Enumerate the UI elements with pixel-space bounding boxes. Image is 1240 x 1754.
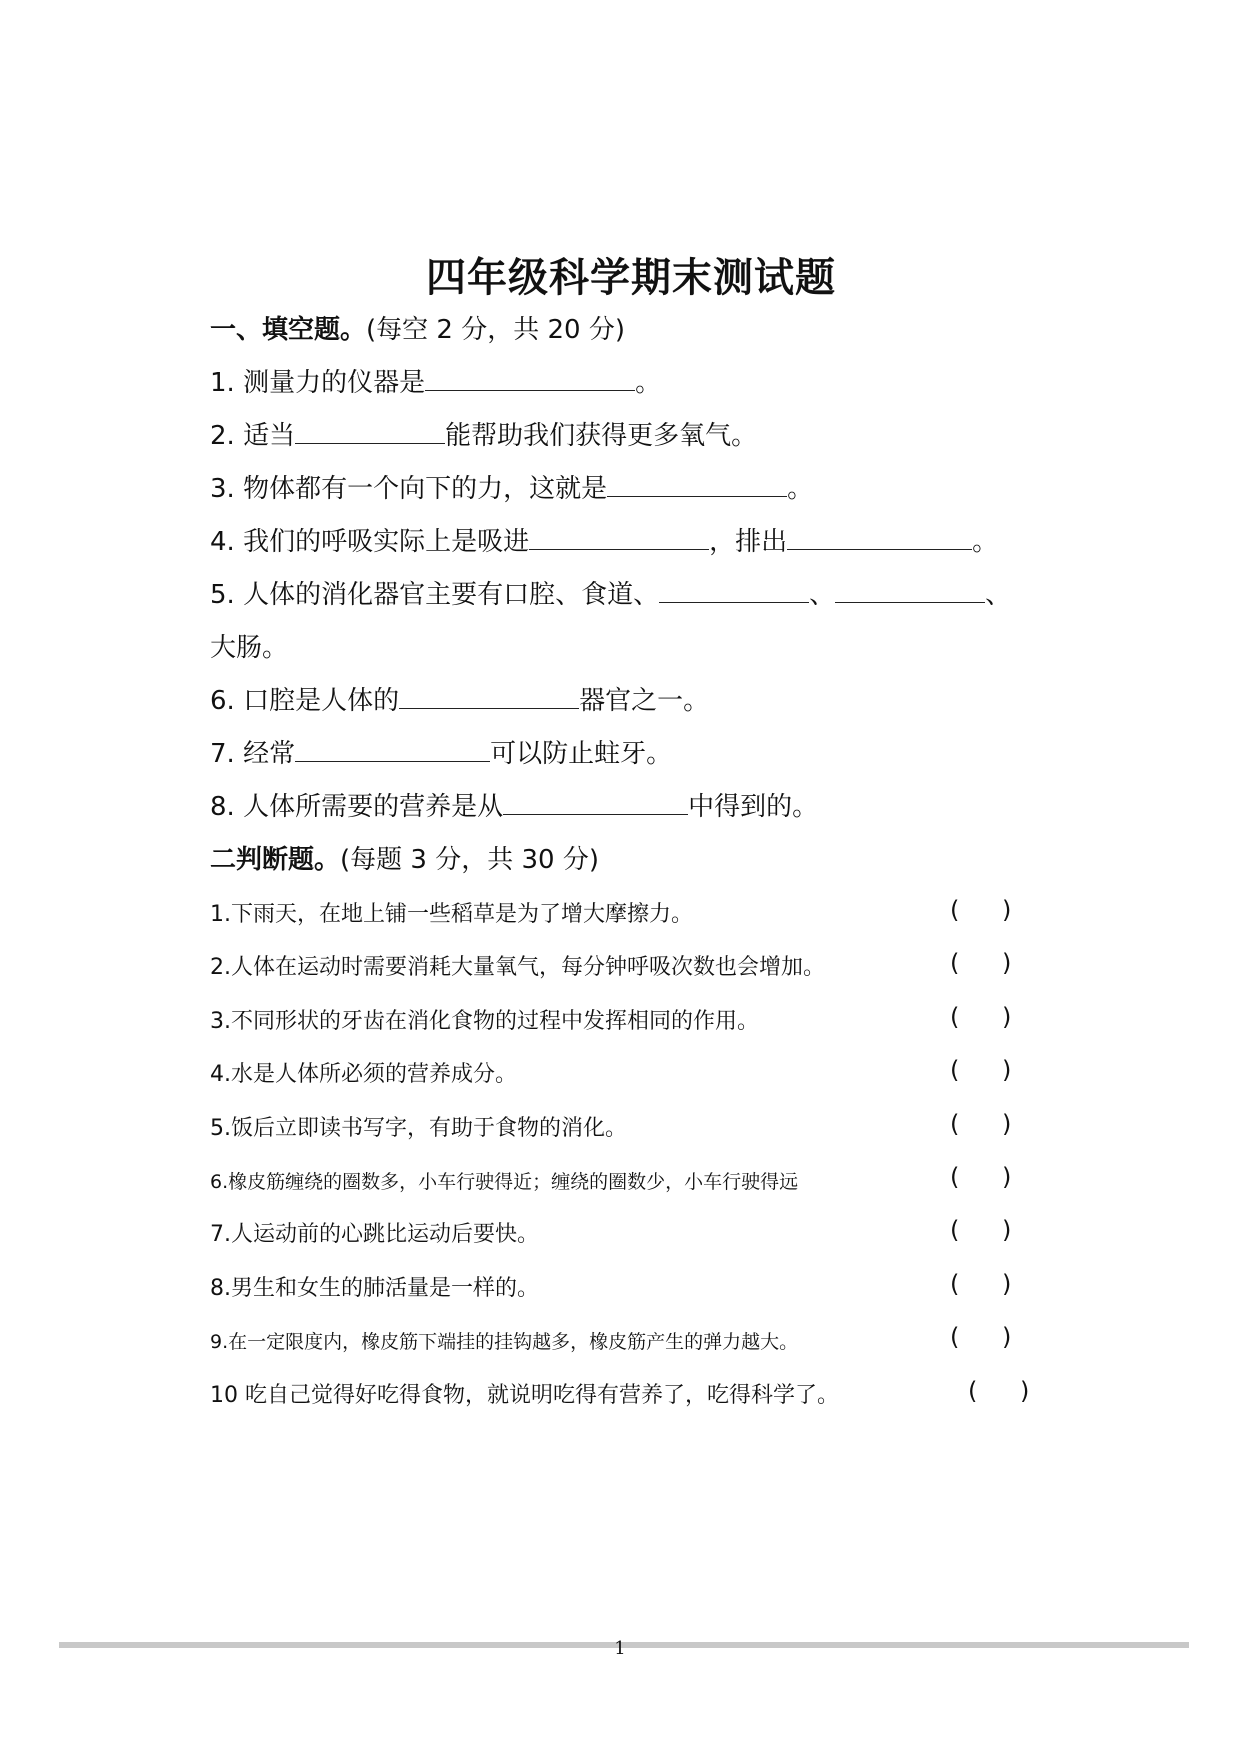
item-text: 、 (809, 580, 836, 610)
paren-close: ) (1002, 1056, 1012, 1085)
judge-item-4: 4.水是人体所必须的营养成分。 (210, 1062, 517, 1088)
answer-parentheses[interactable] (950, 1270, 1036, 1298)
fill-item-7 (210, 736, 672, 772)
section1-title: 一、填空题。 (210, 315, 367, 345)
answer-parentheses[interactable] (950, 1323, 1036, 1351)
item-text: 。 (635, 368, 662, 398)
answer-parentheses[interactable] (950, 1216, 1036, 1244)
judge-item-8: 8.男生和女生的肺活量是一样的。 (210, 1275, 539, 1301)
answer-parentheses[interactable] (950, 1163, 1036, 1191)
paren-close: ) (1002, 949, 1012, 978)
judge-item-10: 10 吃自己觉得好吃得食物，就说明吃得有营养了，吃得科学了。 (210, 1382, 839, 1408)
answer-blank[interactable] (503, 790, 688, 815)
judge-item-5: 5.饭后立即读书写字，有助于食物的消化。 (210, 1115, 627, 1141)
answer-blank[interactable] (835, 578, 985, 603)
fill-item-4 (210, 524, 998, 560)
paren-open: ( (950, 1269, 960, 1298)
item-text: 5. 人体的消化器官主要有口腔、食道、 (210, 580, 660, 610)
item-text: 器官之一。 (579, 686, 710, 716)
item-text: ，排出 (709, 527, 788, 557)
judge-item-3: 3.不同形状的牙齿在消化食物的过程中发挥相同的作用。 (210, 1008, 759, 1034)
paren-open: ( (968, 1376, 978, 1405)
section2-title: 二判断题。 (210, 845, 341, 875)
item-text: 2. 适当 (210, 421, 296, 451)
answer-parentheses[interactable] (950, 896, 1036, 924)
item-text: 能帮助我们获得更多氧气。 (445, 421, 758, 451)
answer-blank[interactable] (295, 737, 490, 762)
item-text: 可以防止蛀牙。 (490, 739, 673, 769)
paren-open: ( (950, 1002, 960, 1031)
answer-blank[interactable] (529, 525, 709, 550)
judge-item-1: 1.下雨天，在地上铺一些稻草是为了增大摩擦力。 (210, 902, 693, 927)
answer-blank[interactable] (607, 472, 787, 497)
paren-close: ) (1002, 1323, 1012, 1352)
paren-close: ) (1002, 1216, 1012, 1245)
item-text: 8. 人体所需要的营养是从 (210, 792, 504, 822)
judge-item-2: 2.人体在运动时需要消耗大量氧气，每分钟呼吸次数也会增加。 (210, 955, 825, 981)
item-text: 。 (972, 527, 999, 557)
paren-open: ( (950, 949, 960, 978)
item-text: 1. 测量力的仪器是 (210, 368, 426, 398)
section2-score-note: (每题 3 分，共 30 分) (340, 845, 599, 875)
item-text: 7. 经常 (210, 739, 296, 769)
section1-heading (210, 312, 625, 348)
judge-item-9: 9.在一定限度内，橡皮筋下端挂的挂钩越多，橡皮筋产生的弹力越大。 (210, 1331, 799, 1354)
paren-close: ) (1002, 1109, 1012, 1138)
answer-parentheses[interactable] (950, 1110, 1036, 1138)
answer-blank[interactable] (399, 684, 579, 709)
answer-blank[interactable] (787, 525, 972, 550)
answer-blank[interactable] (425, 366, 635, 391)
paren-open: ( (950, 896, 960, 924)
answer-parentheses[interactable] (950, 1056, 1036, 1084)
section1-score-note: (每空 2 分，共 20 分) (366, 315, 625, 345)
paren-open: ( (950, 1163, 960, 1191)
judge-item-6: 6.橡皮筋缠绕的圈数多，小车行驶得近；缠绕的圈数少，小车行驶得远 (210, 1171, 799, 1193)
paren-close: ) (1002, 1002, 1012, 1031)
paren-close: ) (1002, 1269, 1012, 1298)
item-text: 。 (787, 474, 814, 504)
fill-item-2 (210, 418, 757, 454)
fill-item-8 (210, 789, 818, 825)
paren-close: ) (1002, 1163, 1012, 1191)
paren-open: ( (950, 1056, 960, 1085)
paren-close: ) (1020, 1376, 1030, 1405)
page-number: 1 (614, 1638, 626, 1659)
answer-blank[interactable] (659, 578, 809, 603)
item-text: 3. 物体都有一个向下的力，这就是 (210, 474, 608, 504)
page-title: 四年级科学期末测试题 (426, 255, 836, 301)
paren-open: ( (950, 1109, 960, 1138)
fill-item-5-continuation: 大肠。 (210, 633, 289, 663)
paren-open: ( (950, 1216, 960, 1245)
paren-close: ) (1002, 896, 1012, 924)
fill-item-3 (210, 471, 813, 507)
judge-item-7: 7.人运动前的心跳比运动后要快。 (210, 1222, 539, 1248)
answer-parentheses[interactable] (950, 1003, 1036, 1031)
item-text: 、 (985, 580, 1012, 610)
fill-item-6 (210, 683, 709, 719)
item-text: 6. 口腔是人体的 (210, 686, 400, 716)
item-text: 中得到的。 (688, 792, 819, 822)
paren-open: ( (950, 1323, 960, 1352)
answer-blank[interactable] (295, 419, 445, 444)
fill-item-1 (210, 365, 661, 401)
answer-parentheses[interactable] (950, 949, 1036, 977)
answer-parentheses[interactable] (968, 1377, 1054, 1405)
fill-item-5 (210, 577, 1011, 613)
section2-heading (210, 842, 599, 878)
item-text: 4. 我们的呼吸实际上是吸进 (210, 527, 530, 557)
